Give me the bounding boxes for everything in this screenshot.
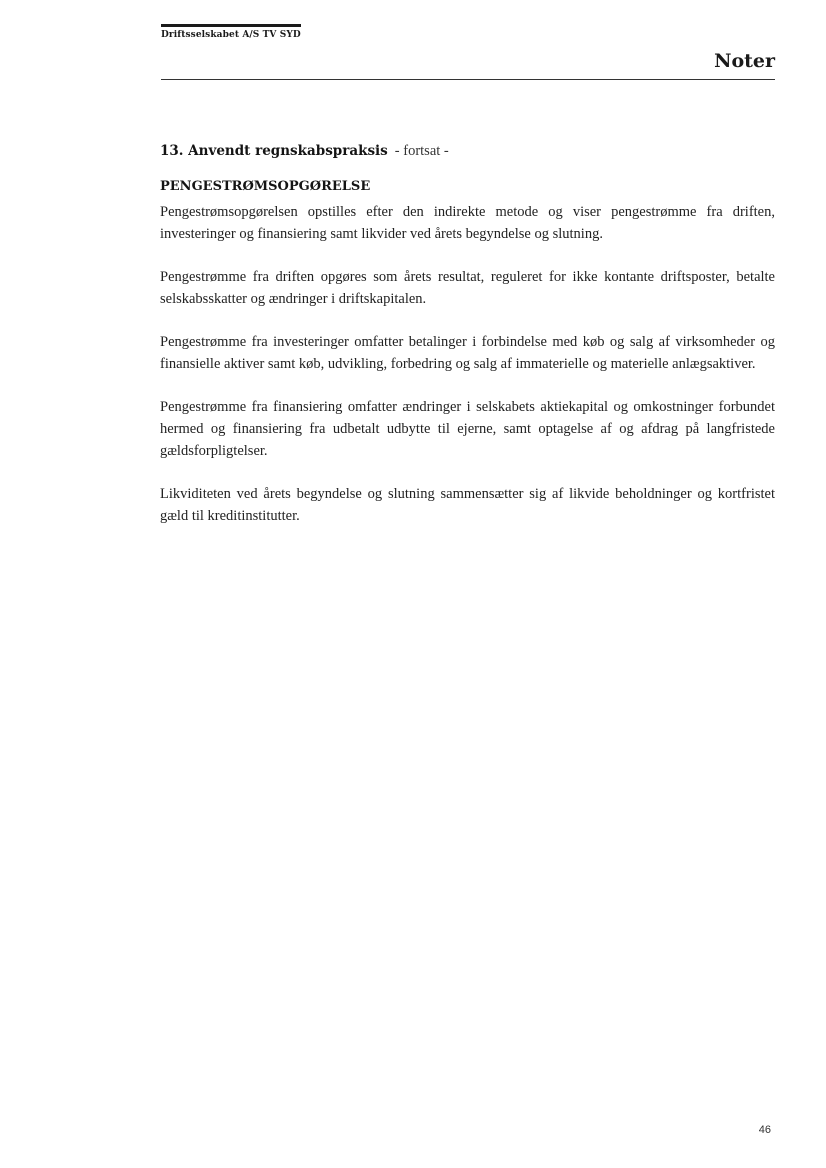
header-divider (161, 79, 775, 80)
paragraph: Likviditeten ved årets begyndelse og slutning sammensætter sig af likvide beholdninger og kortfristet gæld til kreditinstitutter. (160, 486, 775, 524)
paragraph: Pengestrømme fra driften opgøres som årets resultat, reguleret for ikke kontante driftsposter, betalte selskabsskatter og ændringer i driftskapitalen. (160, 269, 775, 307)
paragraph: Pengestrømme fra investeringer omfatter betalinger i forbindelse med køb og salg af virksomheder og finansielle aktiver samt køb, udvikling, forbedring og salg af immaterielle og materielle anlægsaktiver. (160, 334, 775, 372)
subheading: PENGESTRØMSOPGØRELSE (160, 179, 371, 194)
paragraph: Pengestrømme fra finansiering omfatter ændringer i selskabets aktiekapital og omkostninger forbundet hermed og finansiering fra udbetalt udbytte til ejerne, samt optagelse af og afdrag på langfristede gældsforpligtelser. (160, 399, 775, 459)
paragraph: Pengestrømsopgørelsen opstilles efter den indirekte metode og viser pengestrømme fra driften, investeringer og finansiering samt likvider ved årets begyndelse og slutning. (160, 204, 775, 242)
continued-label: - fortsat - (394, 143, 449, 159)
main-content (160, 142, 775, 548)
page-title: Noter (714, 50, 775, 72)
section-title: 13. Anvendt regnskabspraksis (160, 143, 388, 159)
company-name: Driftsselskabet A/S TV SYD (161, 30, 301, 40)
page-number: 46 (758, 1124, 771, 1136)
company-rule (161, 24, 301, 27)
section-heading (160, 142, 775, 161)
